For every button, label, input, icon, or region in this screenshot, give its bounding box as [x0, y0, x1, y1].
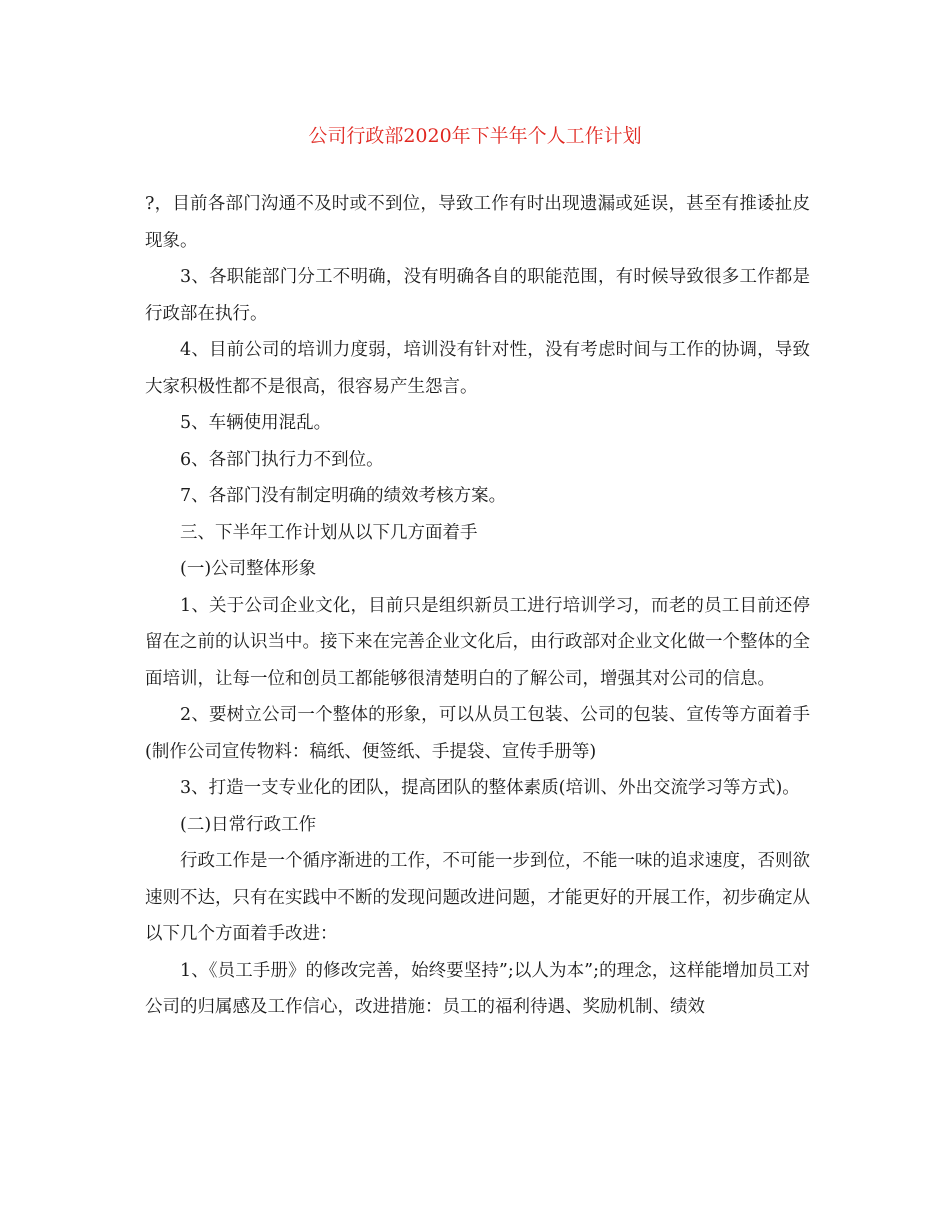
section-heading-plan: 三、下半年工作计划从以下几方面着手: [180, 522, 478, 543]
paragraph-issue-5: 5、车辆使用混乱。: [180, 413, 332, 433]
paragraph-image-1: 1、关于公司企业文化，目前只是组织新员工进行培训学习，而老的员工目前还停留在之前的认识当中。接下来在完善企业文化后，由行政部对企业文化做一个整体的全面培训，让每一位和创员工都能够很清楚明白的了解公司，增强其对公司的信息。: [145, 595, 810, 689]
subsection-heading-daily-admin: (二)日常行政工作: [180, 814, 317, 835]
paragraph-issue-6: 6、各部门执行力不到位。: [180, 449, 384, 470]
paragraph-admin-intro: 行政工作是一个循序渐进的工作，不可能一步到位，不能一味的追求速度，否则欲速则不达，只有在实践中不断的发现问题改进问题，才能更好的开展工作，初步确定从以下几个方面着手改进：: [145, 851, 810, 944]
paragraph-admin-1: 1、《员工手册》的修改完善，始终要坚持”;以人为本”;的理念，这样能增加员工对公司的归属感及工作信心，改进措施：员工的福利待遇、奖励机制、绩效: [145, 960, 810, 1017]
paragraph-issue-7: 7、各部门没有制定明确的绩效考核方案。: [180, 486, 507, 506]
paragraph-image-3: 3、打造一支专业化的团队，提高团队的整体素质(培训、外出交流学习等方式)。: [180, 778, 800, 798]
paragraph-continuation: ?，目前各部门沟通不及时或不到位，导致工作有时出现遗漏或延误，甚至有推诿扯皮现象。: [145, 194, 810, 251]
paragraph-image-2: 2、要树立公司一个整体的形象，可以从员工包装、公司的包装、宣传等方面着手(制作公司宣传物料：稿纸、便签纸、手提袋、宣传手册等): [145, 705, 810, 762]
paragraph-issue-4: 4、目前公司的培训力度弱，培训没有针对性，没有考虑时间与工作的协调，导致大家积极性都不是很高，很容易产生怨言。: [145, 340, 810, 397]
document-title: 公司行政部2020年下半年个人工作计划: [308, 125, 642, 147]
document-body: [145, 186, 810, 1026]
subsection-heading-image: (一)公司整体形象: [180, 559, 317, 579]
paragraph-issue-3: 3、各职能部门分工不明确，没有明确各自的职能范围，有时候导致很多工作都是行政部在执行。: [145, 267, 810, 324]
